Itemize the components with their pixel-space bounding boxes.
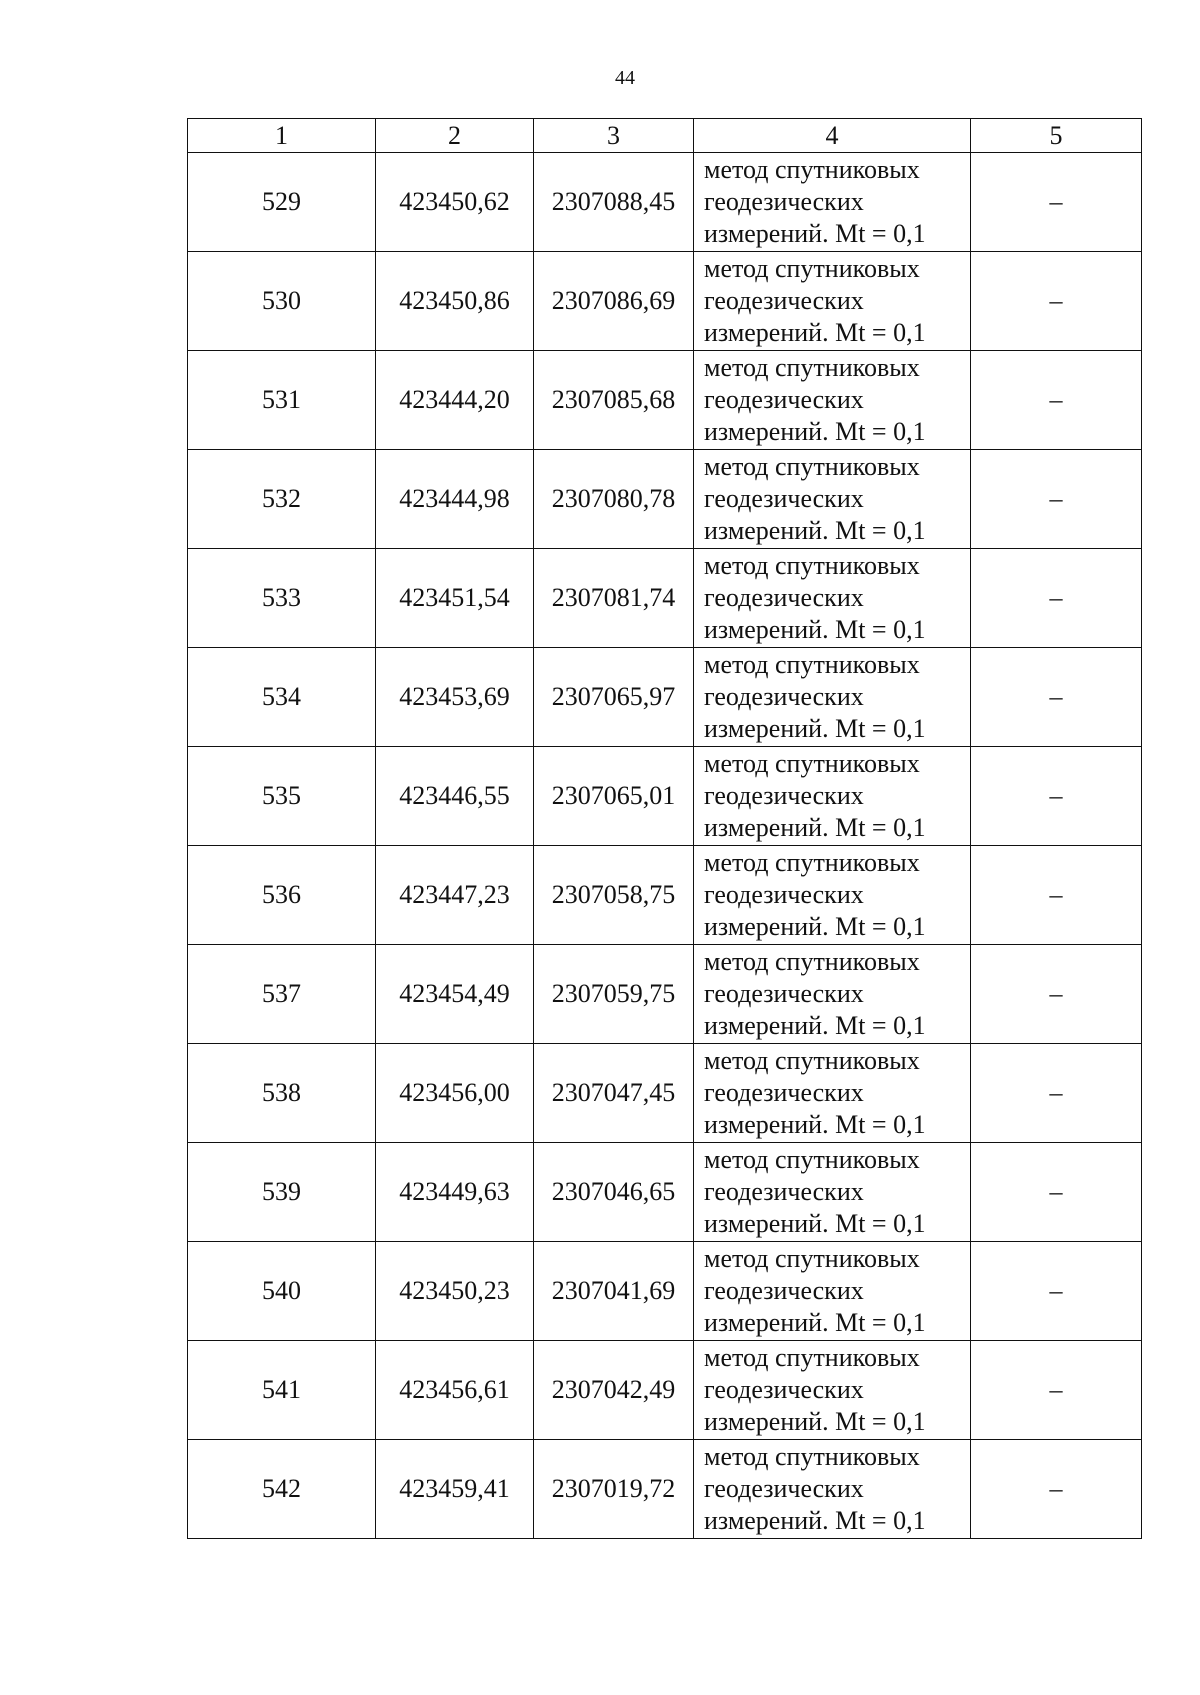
method-cell: [694, 1242, 971, 1341]
method-text-line: метод спутниковых: [704, 1244, 920, 1273]
column-header-1: 1: [188, 119, 376, 153]
y-coordinate-cell: 2307085,68: [534, 351, 694, 450]
method-text-line: метод спутниковых: [704, 749, 920, 778]
method-text-line: измерений. Mt = 0,1: [704, 714, 926, 743]
method-text-line: измерений. Mt = 0,1: [704, 615, 926, 644]
table-row: [188, 1044, 1142, 1143]
y-coordinate-cell: 2307081,74: [534, 549, 694, 648]
method-text-line: измерений. Mt = 0,1: [704, 1110, 926, 1139]
y-coordinate-cell: 2307019,72: [534, 1440, 694, 1539]
note-cell: –: [971, 648, 1142, 747]
table-row: [188, 252, 1142, 351]
method-text-line: измерений. Mt = 0,1: [704, 516, 926, 545]
method-cell: [694, 1440, 971, 1539]
column-header-2: 2: [376, 119, 534, 153]
note-cell: –: [971, 747, 1142, 846]
method-text-line: геодезических: [704, 781, 864, 810]
column-header-3: 3: [534, 119, 694, 153]
method-cell: [694, 549, 971, 648]
note-cell: –: [971, 252, 1142, 351]
method-text-line: метод спутниковых: [704, 848, 920, 877]
method-cell: [694, 153, 971, 252]
method-text-line: метод спутниковых: [704, 1046, 920, 1075]
method-cell: [694, 252, 971, 351]
method-cell: [694, 1044, 971, 1143]
table-row: [188, 1341, 1142, 1440]
x-coordinate-cell: 423447,23: [376, 846, 534, 945]
method-text-line: метод спутниковых: [704, 947, 920, 976]
note-cell: –: [971, 153, 1142, 252]
table-row: [188, 1242, 1142, 1341]
x-coordinate-cell: 423454,49: [376, 945, 534, 1044]
table-row: [188, 153, 1142, 252]
column-header-5: 5: [971, 119, 1142, 153]
table-row: [188, 1143, 1142, 1242]
y-coordinate-cell: 2307046,65: [534, 1143, 694, 1242]
point-number-cell: 539: [188, 1143, 376, 1242]
method-text-line: геодезических: [704, 187, 864, 216]
method-text-line: геодезических: [704, 1177, 864, 1206]
x-coordinate-cell: 423450,62: [376, 153, 534, 252]
method-text-line: метод спутниковых: [704, 551, 920, 580]
method-text-line: геодезических: [704, 880, 864, 909]
method-text-line: геодезических: [704, 1078, 864, 1107]
x-coordinate-cell: 423449,63: [376, 1143, 534, 1242]
method-text-line: геодезических: [704, 484, 864, 513]
note-cell: –: [971, 1242, 1142, 1341]
point-number-cell: 536: [188, 846, 376, 945]
method-text-line: измерений. Mt = 0,1: [704, 1407, 926, 1436]
table-row: [188, 846, 1142, 945]
method-cell: [694, 648, 971, 747]
method-cell: [694, 450, 971, 549]
table-body: [188, 153, 1142, 1539]
method-text-line: геодезических: [704, 385, 864, 414]
method-text-line: измерений. Mt = 0,1: [704, 1209, 926, 1238]
method-text-line: геодезических: [704, 979, 864, 1008]
method-text-line: измерений. Mt = 0,1: [704, 1308, 926, 1337]
point-number-cell: 538: [188, 1044, 376, 1143]
note-cell: –: [971, 1440, 1142, 1539]
y-coordinate-cell: 2307065,01: [534, 747, 694, 846]
note-cell: –: [971, 1143, 1142, 1242]
table-header-row: [188, 119, 1142, 153]
y-coordinate-cell: 2307088,45: [534, 153, 694, 252]
y-coordinate-cell: 2307065,97: [534, 648, 694, 747]
method-text-line: геодезических: [704, 1375, 864, 1404]
table-row: [188, 1440, 1142, 1539]
method-text-line: метод спутниковых: [704, 452, 920, 481]
note-cell: –: [971, 846, 1142, 945]
x-coordinate-cell: 423446,55: [376, 747, 534, 846]
x-coordinate-cell: 423450,23: [376, 1242, 534, 1341]
method-cell: [694, 945, 971, 1044]
method-text-line: метод спутниковых: [704, 650, 920, 679]
note-cell: –: [971, 549, 1142, 648]
table-row: [188, 549, 1142, 648]
point-number-cell: 531: [188, 351, 376, 450]
method-text-line: измерений. Mt = 0,1: [704, 1506, 926, 1535]
method-text-line: измерений. Mt = 0,1: [704, 912, 926, 941]
method-text-line: метод спутниковых: [704, 155, 920, 184]
x-coordinate-cell: 423453,69: [376, 648, 534, 747]
method-cell: [694, 1143, 971, 1242]
coordinates-table: [187, 118, 1142, 1539]
note-cell: –: [971, 1341, 1142, 1440]
y-coordinate-cell: 2307058,75: [534, 846, 694, 945]
method-text-line: метод спутниковых: [704, 254, 920, 283]
x-coordinate-cell: 423456,61: [376, 1341, 534, 1440]
method-cell: [694, 846, 971, 945]
page-number: 44: [615, 67, 635, 89]
point-number-cell: 533: [188, 549, 376, 648]
note-cell: –: [971, 945, 1142, 1044]
method-text-line: геодезических: [704, 1276, 864, 1305]
method-text-line: метод спутниковых: [704, 1145, 920, 1174]
point-number-cell: 530: [188, 252, 376, 351]
point-number-cell: 529: [188, 153, 376, 252]
point-number-cell: 535: [188, 747, 376, 846]
note-cell: –: [971, 1044, 1142, 1143]
x-coordinate-cell: 423444,98: [376, 450, 534, 549]
point-number-cell: 534: [188, 648, 376, 747]
point-number-cell: 537: [188, 945, 376, 1044]
table-row: [188, 351, 1142, 450]
method-text-line: измерений. Mt = 0,1: [704, 1011, 926, 1040]
method-text-line: измерений. Mt = 0,1: [704, 813, 926, 842]
method-text-line: геодезических: [704, 682, 864, 711]
x-coordinate-cell: 423459,41: [376, 1440, 534, 1539]
y-coordinate-cell: 2307080,78: [534, 450, 694, 549]
point-number-cell: 540: [188, 1242, 376, 1341]
method-text-line: метод спутниковых: [704, 1343, 920, 1372]
x-coordinate-cell: 423451,54: [376, 549, 534, 648]
x-coordinate-cell: 423456,00: [376, 1044, 534, 1143]
y-coordinate-cell: 2307041,69: [534, 1242, 694, 1341]
point-number-cell: 542: [188, 1440, 376, 1539]
method-cell: [694, 351, 971, 450]
table-row: [188, 648, 1142, 747]
note-cell: –: [971, 450, 1142, 549]
method-text-line: метод спутниковых: [704, 1442, 920, 1471]
note-cell: –: [971, 351, 1142, 450]
point-number-cell: 541: [188, 1341, 376, 1440]
method-text-line: геодезических: [704, 583, 864, 612]
column-header-4: 4: [694, 119, 971, 153]
method-text-line: измерений. Mt = 0,1: [704, 417, 926, 446]
method-text-line: геодезических: [704, 286, 864, 315]
y-coordinate-cell: 2307059,75: [534, 945, 694, 1044]
method-cell: [694, 747, 971, 846]
table-row: [188, 945, 1142, 1044]
method-cell: [694, 1341, 971, 1440]
table-row: [188, 747, 1142, 846]
x-coordinate-cell: 423450,86: [376, 252, 534, 351]
method-text-line: геодезических: [704, 1474, 864, 1503]
y-coordinate-cell: 2307086,69: [534, 252, 694, 351]
y-coordinate-cell: 2307047,45: [534, 1044, 694, 1143]
table-row: [188, 450, 1142, 549]
point-number-cell: 532: [188, 450, 376, 549]
x-coordinate-cell: 423444,20: [376, 351, 534, 450]
method-text-line: измерений. Mt = 0,1: [704, 219, 926, 248]
method-text-line: метод спутниковых: [704, 353, 920, 382]
y-coordinate-cell: 2307042,49: [534, 1341, 694, 1440]
method-text-line: измерений. Mt = 0,1: [704, 318, 926, 347]
